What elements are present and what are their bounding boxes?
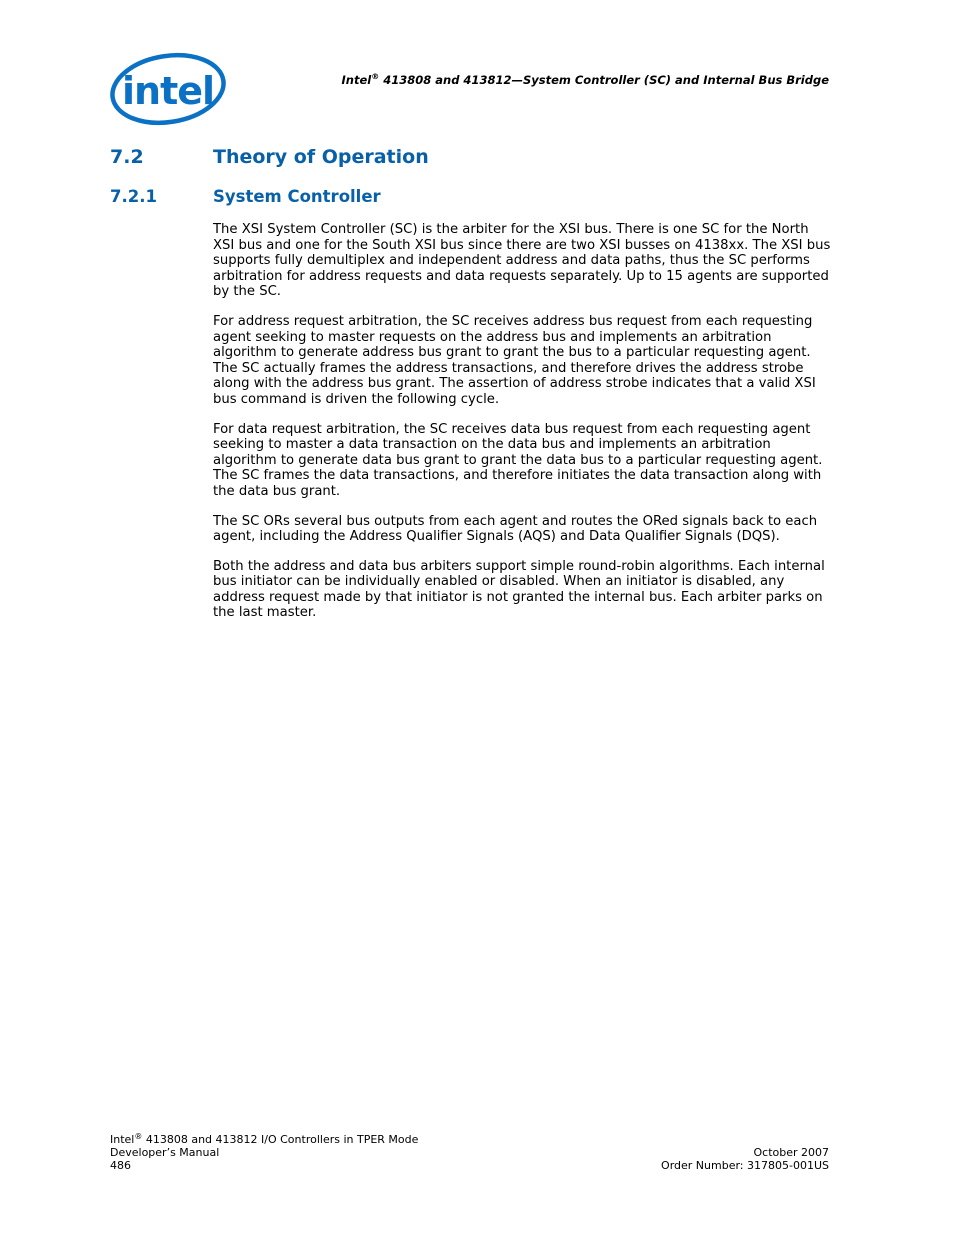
footer-order-number: Order Number: 317805-001US: [661, 1159, 829, 1172]
subsection-heading: [110, 187, 381, 206]
section-title: Theory of Operation: [213, 146, 429, 168]
header-registered-mark: ®: [371, 72, 380, 81]
section-number: 7.2: [110, 146, 144, 168]
subsection-number: 7.2.1: [110, 187, 157, 206]
footer-registered-mark: ®: [134, 1132, 143, 1141]
paragraph: Both the address and data bus arbiters support simple round-robin algorithms. Each internal bus initiator can be individually enabled or disabled. When an initiator is disabled, any address request made by that initiator is not granted the internal bus. Each arbiter parks on the last master.: [213, 558, 825, 621]
body-text: [213, 222, 831, 635]
header-title-prefix: Intel: [341, 73, 372, 87]
header-title-rest: 413808 and 413812—System Controller (SC) and Internal Bus Bridge: [379, 73, 829, 87]
paragraph: The XSI System Controller (SC) is the arbiter for the XSI bus. There is one SC for the North XSI bus and one for the South XSI bus since there are two XSI busses on 4138xx. The XSI bus supports fully demultiplex and independent address and data paths, thus the SC performs arbitration for address requests and data requests separately. Up to 15 agents are supported by the SC.: [213, 222, 831, 300]
intel-logo: [108, 50, 228, 130]
section-heading: [110, 146, 429, 168]
footer-date: October 2007: [753, 1146, 829, 1159]
paragraph: For data request arbitration, the SC receives data bus request from each requesting agent seeking to master a data transaction on the data bus and implements an arbitration algorithm to generate data bus grant to grant the data bus to a particular requesting agent. The SC frames the data transactions, and therefore initiates the data transaction along with the data bus grant.: [213, 421, 823, 499]
footer-right: [661, 1146, 829, 1172]
logo-wordmark: intel: [122, 69, 215, 113]
running-header: [342, 73, 829, 87]
footer-doc-title: [110, 1133, 418, 1146]
footer-doc-rest: 413808 and 413812 I/O Controllers in TPER Mode: [142, 1133, 419, 1146]
subsection-title: System Controller: [213, 187, 381, 206]
paragraph: The SC ORs several bus outputs from each agent and routes the ORed signals back to each agent, including the Address Qualifier Signals (AQS) and Data Qualifier Signals (DQS).: [213, 513, 818, 545]
page-number: 486: [110, 1159, 131, 1172]
footer-doc-prefix: Intel: [110, 1133, 135, 1146]
footer-manual: Developer’s Manual: [110, 1146, 220, 1159]
paragraph: For address request arbitration, the SC receives address bus request from each requesting agent seeking to master requests on the address bus and implements an arbitration algorithm to generate address bus grant to grant the bus to a particular requesting agent. The SC actually frames the address transactions, and therefore drives the address strobe along with the address bus grant. The assertion of address strobe indicates that a valid XSI bus command is driven the following cycle.: [213, 313, 816, 407]
footer-left: [110, 1133, 418, 1172]
